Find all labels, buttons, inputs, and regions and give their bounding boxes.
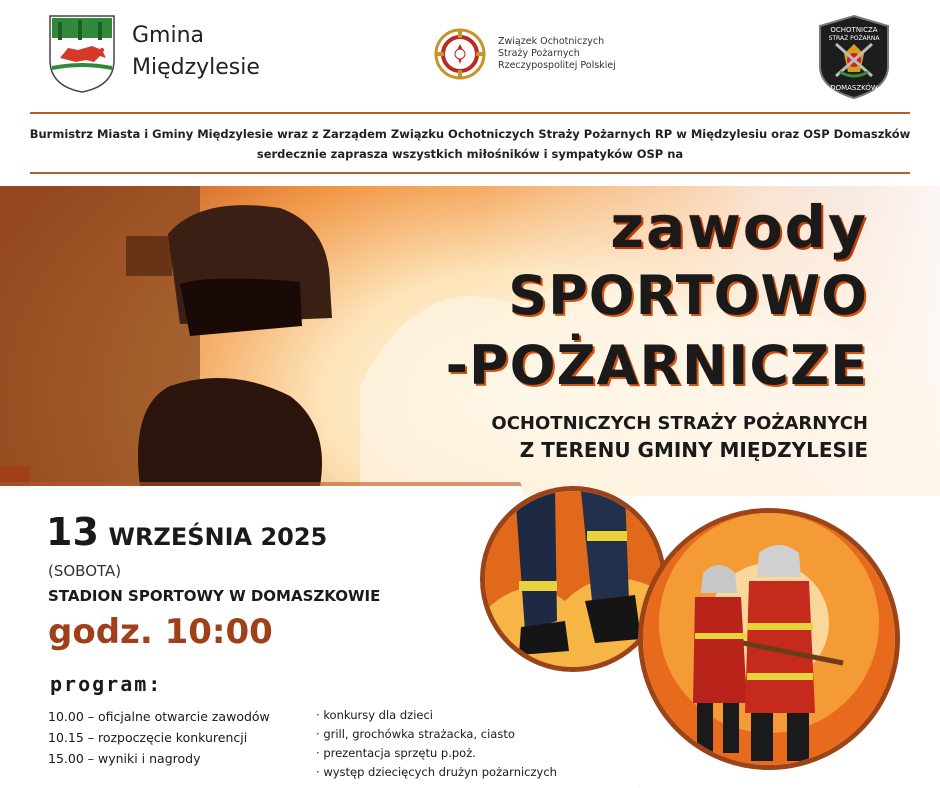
title-zawody: zawody bbox=[610, 193, 868, 261]
firefighters-photo bbox=[638, 508, 900, 770]
header bbox=[0, 0, 940, 112]
attraction-item: · konkursy dla dzieci bbox=[316, 706, 557, 725]
invitation-text bbox=[0, 124, 940, 164]
zosp-name bbox=[498, 36, 616, 72]
invite-line2: serdecznie zaprasza wszystkich miłośników i sympatyków OSP na bbox=[256, 147, 684, 161]
divider-top bbox=[30, 112, 910, 114]
title-pozarnicze: -POŻARNICZE bbox=[445, 334, 868, 397]
gmina-name bbox=[132, 20, 260, 84]
attraction-item: · grill, grochówka strażacka, ciasto bbox=[316, 725, 557, 744]
attraction-item: · prezentacja sprzętu p.poż. bbox=[316, 744, 557, 763]
event-time: godz. 10:00 bbox=[48, 612, 273, 652]
badge-bottom-text: DOMASZKÓW bbox=[830, 84, 878, 92]
zosp-logo-icon bbox=[432, 26, 488, 82]
divider-bottom bbox=[30, 172, 910, 174]
event-day: 13 bbox=[46, 510, 99, 554]
zosp-line1: Związek Ochotniczych bbox=[498, 36, 605, 47]
event-date bbox=[46, 510, 327, 554]
program-heading: program: bbox=[50, 672, 163, 696]
event-month-year: WRZEŚNIA 2025 bbox=[108, 523, 328, 551]
event-weekday: (SOBOTA) bbox=[48, 562, 122, 580]
gmina-line1: Gmina bbox=[132, 23, 205, 48]
zosp-line2: Straży Pożarnych bbox=[498, 48, 580, 59]
program-schedule bbox=[48, 706, 270, 769]
schedule-item: 10.15 – rozpoczęcie konkurencji bbox=[48, 730, 248, 745]
schedule-item: 15.00 – wyniki i nagrody bbox=[48, 751, 201, 766]
zosp-line3: Rzeczypospolitej Polskiej bbox=[498, 60, 616, 71]
badge-top-text: OCHOTNICZA bbox=[830, 26, 878, 34]
gmina-crest-icon bbox=[48, 14, 116, 94]
title-sportowo: SPORTOWO bbox=[508, 264, 868, 327]
subtitle-line2: Z TERENU GMINY MIĘDZYLESIE bbox=[519, 438, 868, 462]
program-attractions bbox=[316, 706, 557, 782]
osp-domaszkow-badge-icon bbox=[816, 14, 892, 100]
gmina-line2: Międzylesie bbox=[132, 55, 260, 80]
subtitle-line1: OCHOTNICZYCH STRAŻY POŻARNYCH bbox=[491, 413, 868, 434]
badge-top2-text: STRAŻ POŻARNA bbox=[828, 35, 880, 42]
attraction-item: · występ dziecięcych drużyn pożarniczych bbox=[316, 763, 557, 782]
event-venue: STADION SPORTOWY W DOMASZKOWIE bbox=[48, 587, 381, 605]
schedule-item: 10.00 – oficjalne otwarcie zawodów bbox=[48, 709, 270, 724]
subtitle bbox=[491, 412, 868, 464]
invite-line1: Burmistrz Miasta i Gminy Międzylesie wraz z Zarządem Związku Ochotniczych Straży Pożarnych RP w Międzylesiu oraz OSP Domaszków bbox=[29, 127, 911, 141]
